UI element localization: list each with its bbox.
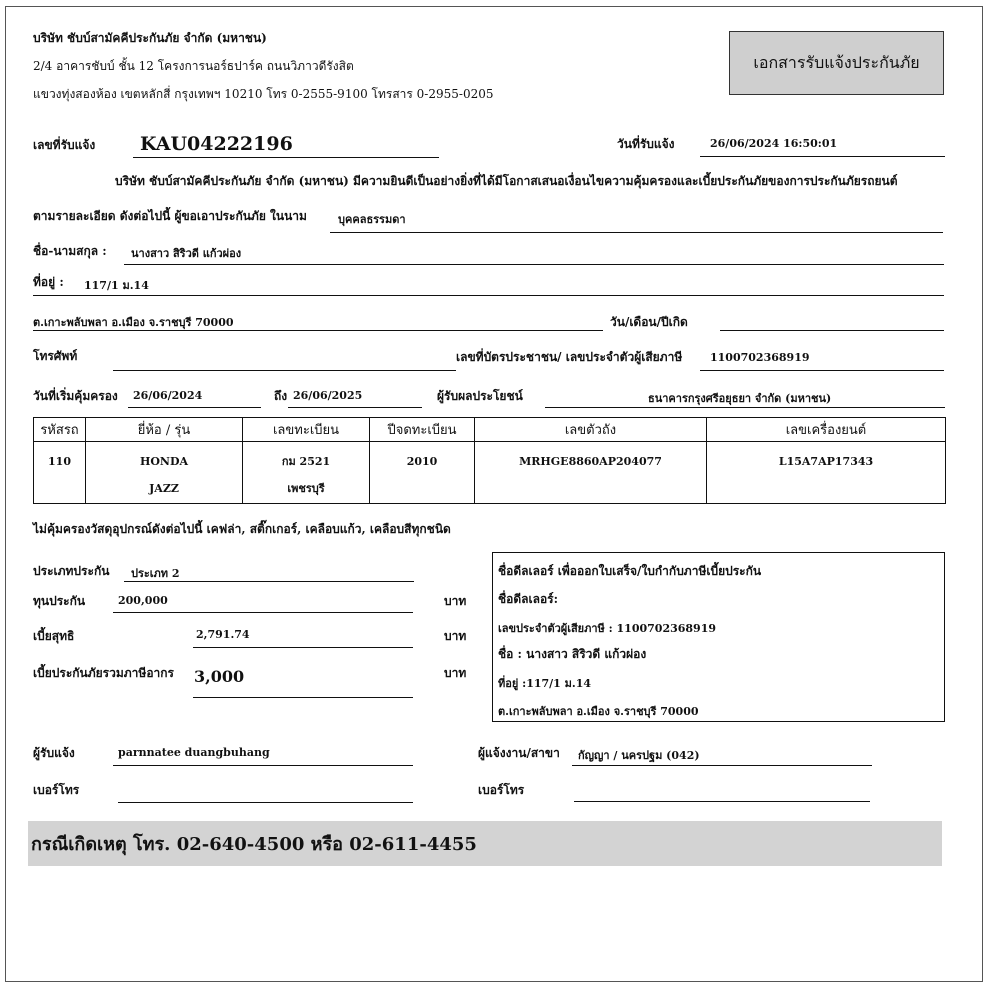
company-address-line1: 2/4 อาคารชับบ์ ชั้น 12 โครงการนอร์ธปาร์ค ถนนวิภาวดีรังสิต xyxy=(33,59,354,73)
cell-car-code: 110 xyxy=(34,442,86,504)
cell-brand-model xyxy=(86,442,243,504)
dealer-contact-name: ชื่อ : นางสาว สิริวดี แก้วผ่อง xyxy=(498,647,647,661)
dealer-tax-id: เลขประจำตัวผู้เสียภาษี : 1100702368919 xyxy=(498,622,717,635)
notify-date-underline xyxy=(700,156,945,157)
coverage-to-label: ถึง xyxy=(274,389,288,403)
document-type-box xyxy=(729,31,944,95)
total-premium-label: เบี้ยประกันภัยรวมภาษีอากร xyxy=(33,666,174,680)
address-line2-value: ต.เกาะพลับพลา อ.เมือง จ.ราชบุรี 70000 xyxy=(33,316,234,329)
company-name: บริษัท ชับบ์สามัคคีประกันภัย จำกัด (มหาชน) xyxy=(33,31,267,45)
insured-type-underline xyxy=(330,232,943,233)
dob-underline xyxy=(720,330,944,331)
notify-date-label: วันที่รับแจ้ง xyxy=(617,137,675,151)
total-premium-unit: บาท xyxy=(444,666,467,680)
emergency-phone-text: กรณีเกิดเหตุ โทร. 02-640-4500 หรือ 02-611-4455 xyxy=(31,834,477,855)
cell-brand: HONDA xyxy=(139,455,189,468)
ref-no-label: เลขที่รับแจ้ง xyxy=(33,138,96,152)
phone-label: โทรศัพท์ xyxy=(33,349,78,363)
vehicle-table-header-row xyxy=(34,418,946,442)
net-premium-label: เบี้ยสุทธิ xyxy=(33,629,75,643)
receiver-value: parnnatee duangbuhang xyxy=(118,746,270,759)
company-address-line2: แขวงทุ่งสองห้อง เขตหลักสี่ กรุงเทพฯ 10210 โทร 0-2555-9100 โทรสาร 0-2955-0205 xyxy=(33,87,494,101)
cell-engine: L15A7AP17343 xyxy=(707,442,946,504)
coverage-end-underline xyxy=(288,407,422,408)
address-line1-underline xyxy=(33,295,944,296)
cell-reg-year: 2010 xyxy=(370,442,475,504)
coverage-start-underline xyxy=(128,407,261,408)
emergency-banner xyxy=(28,821,942,866)
net-premium-underline xyxy=(193,647,413,648)
id-no-underline xyxy=(700,370,944,371)
total-premium-value: 3,000 xyxy=(194,667,245,686)
receiver-phone-underline xyxy=(118,802,413,803)
insured-name-value: นางสาว สิริวดี แก้วผ่อง xyxy=(131,247,242,260)
sum-insured-unit: บาท xyxy=(444,594,467,608)
address-line2-underline xyxy=(33,330,603,331)
vehicle-table xyxy=(33,417,946,504)
cell-plate-province: เพชรบุรี xyxy=(287,482,325,495)
coverage-start-label: วันที่เริ่มคุ้มครอง xyxy=(33,389,118,403)
notifier-phone-label: เบอร์โทร xyxy=(478,783,525,797)
sum-insured-label: ทุนประกัน xyxy=(33,594,86,608)
dealer-address-line1: ที่อยู่ :117/1 ม.14 xyxy=(498,677,592,690)
col-header-chassis: เลขตัวถัง xyxy=(475,418,707,442)
notify-date-value: 26/06/2024 16:50:01 xyxy=(710,137,838,150)
ref-no-value: KAU04222196 xyxy=(140,133,293,155)
cell-model: JAZZ xyxy=(149,482,179,495)
dealer-address-line2: ต.เกาะพลับพลา อ.เมือง จ.ราชบุรี 70000 xyxy=(498,705,699,718)
insurance-type-label: ประเภทประกัน xyxy=(33,564,110,578)
address-line1-value: 117/1 ม.14 xyxy=(84,279,149,292)
coverage-end-value: 26/06/2025 xyxy=(293,389,363,402)
dealer-box-title: ชื่อดีลเลอร์ เพื่อออกใบเสร็จ/ใบกำกับภาษีเบี้ยประกัน xyxy=(498,564,762,578)
cell-plate xyxy=(243,442,370,504)
name-label: ชื่อ-นามสกุล : xyxy=(33,244,107,258)
dob-label: วัน/เดือน/ปีเกิด xyxy=(610,315,688,329)
cell-chassis: MRHGE8860AP204077 xyxy=(475,442,707,504)
receiver-label: ผู้รับแจ้ง xyxy=(33,746,75,760)
col-header-car-code: รหัสรถ xyxy=(34,418,86,442)
phone-underline xyxy=(113,370,456,371)
total-premium-underline xyxy=(193,697,413,698)
receiver-underline xyxy=(113,765,413,766)
notifier-phone-underline xyxy=(574,801,870,802)
notifier-branch-value: กัญญา / นครปฐม (042) xyxy=(578,749,700,762)
col-header-brand-model: ยี่ห้อ / รุ่น xyxy=(86,418,243,442)
name-underline xyxy=(124,264,944,265)
notifier-branch-underline xyxy=(572,765,872,766)
net-premium-unit: บาท xyxy=(444,629,467,643)
ref-no-underline xyxy=(133,157,439,158)
beneficiary-underline xyxy=(545,407,945,408)
id-no-value: 1100702368919 xyxy=(710,351,810,364)
insurance-type-value: ประเภท 2 xyxy=(131,567,180,580)
cell-plate-no: กม 2521 xyxy=(281,455,331,468)
intro-text: บริษัท ชับบ์สามัคคีประกันภัย จำกัด (มหาชน) มีความยินดีเป็นอย่างยิ่งที่ได้มีโอกาสเสนอเงื่อนไขความคุ้มครองและเบี้ยประกันภัยของการประกันภัยรถยนต์ xyxy=(115,174,898,188)
insurance-type-underline xyxy=(124,581,414,582)
table-row xyxy=(34,442,946,504)
insured-in-name-label: ตามรายละเอียด ดังต่อไปนี้ ผู้ขอเอาประกันภัย ในนาม xyxy=(33,209,307,223)
notifier-branch-label: ผู้แจ้งงาน/สาขา xyxy=(478,746,560,760)
col-header-engine: เลขเครื่องยนต์ xyxy=(707,418,946,442)
net-premium-value: 2,791.74 xyxy=(196,628,250,641)
sum-insured-value: 200,000 xyxy=(118,594,168,607)
col-header-reg-year: ปีจดทะเบียน xyxy=(370,418,475,442)
address-label: ที่อยู่ : xyxy=(33,275,64,289)
col-header-plate: เลขทะเบียน xyxy=(243,418,370,442)
exclusion-note: ไม่คุ้มครองวัสดุอุปกรณ์ดังต่อไปนี้ เคฟล่า, สติ๊กเกอร์, เคลือบแก้ว, เคลือบสีทุกชนิด xyxy=(33,522,451,536)
beneficiary-label: ผู้รับผลประโยชน์ xyxy=(437,389,523,403)
insured-type-value: บุคคลธรรมดา xyxy=(338,213,406,226)
document-type-title: เอกสารรับแจ้งประกันภัย xyxy=(753,52,920,72)
coverage-start-value: 26/06/2024 xyxy=(133,389,203,402)
id-no-label: เลขที่บัตรประชาชน/ เลขประจำตัวผู้เสียภาษี xyxy=(456,350,683,364)
sum-insured-underline xyxy=(113,612,413,613)
dealer-name-label: ชื่อดีลเลอร์: xyxy=(498,592,559,606)
beneficiary-value: ธนาคารกรุงศรีอยุธยา จำกัด (มหาชน) xyxy=(648,392,832,405)
receiver-phone-label: เบอร์โทร xyxy=(33,783,80,797)
